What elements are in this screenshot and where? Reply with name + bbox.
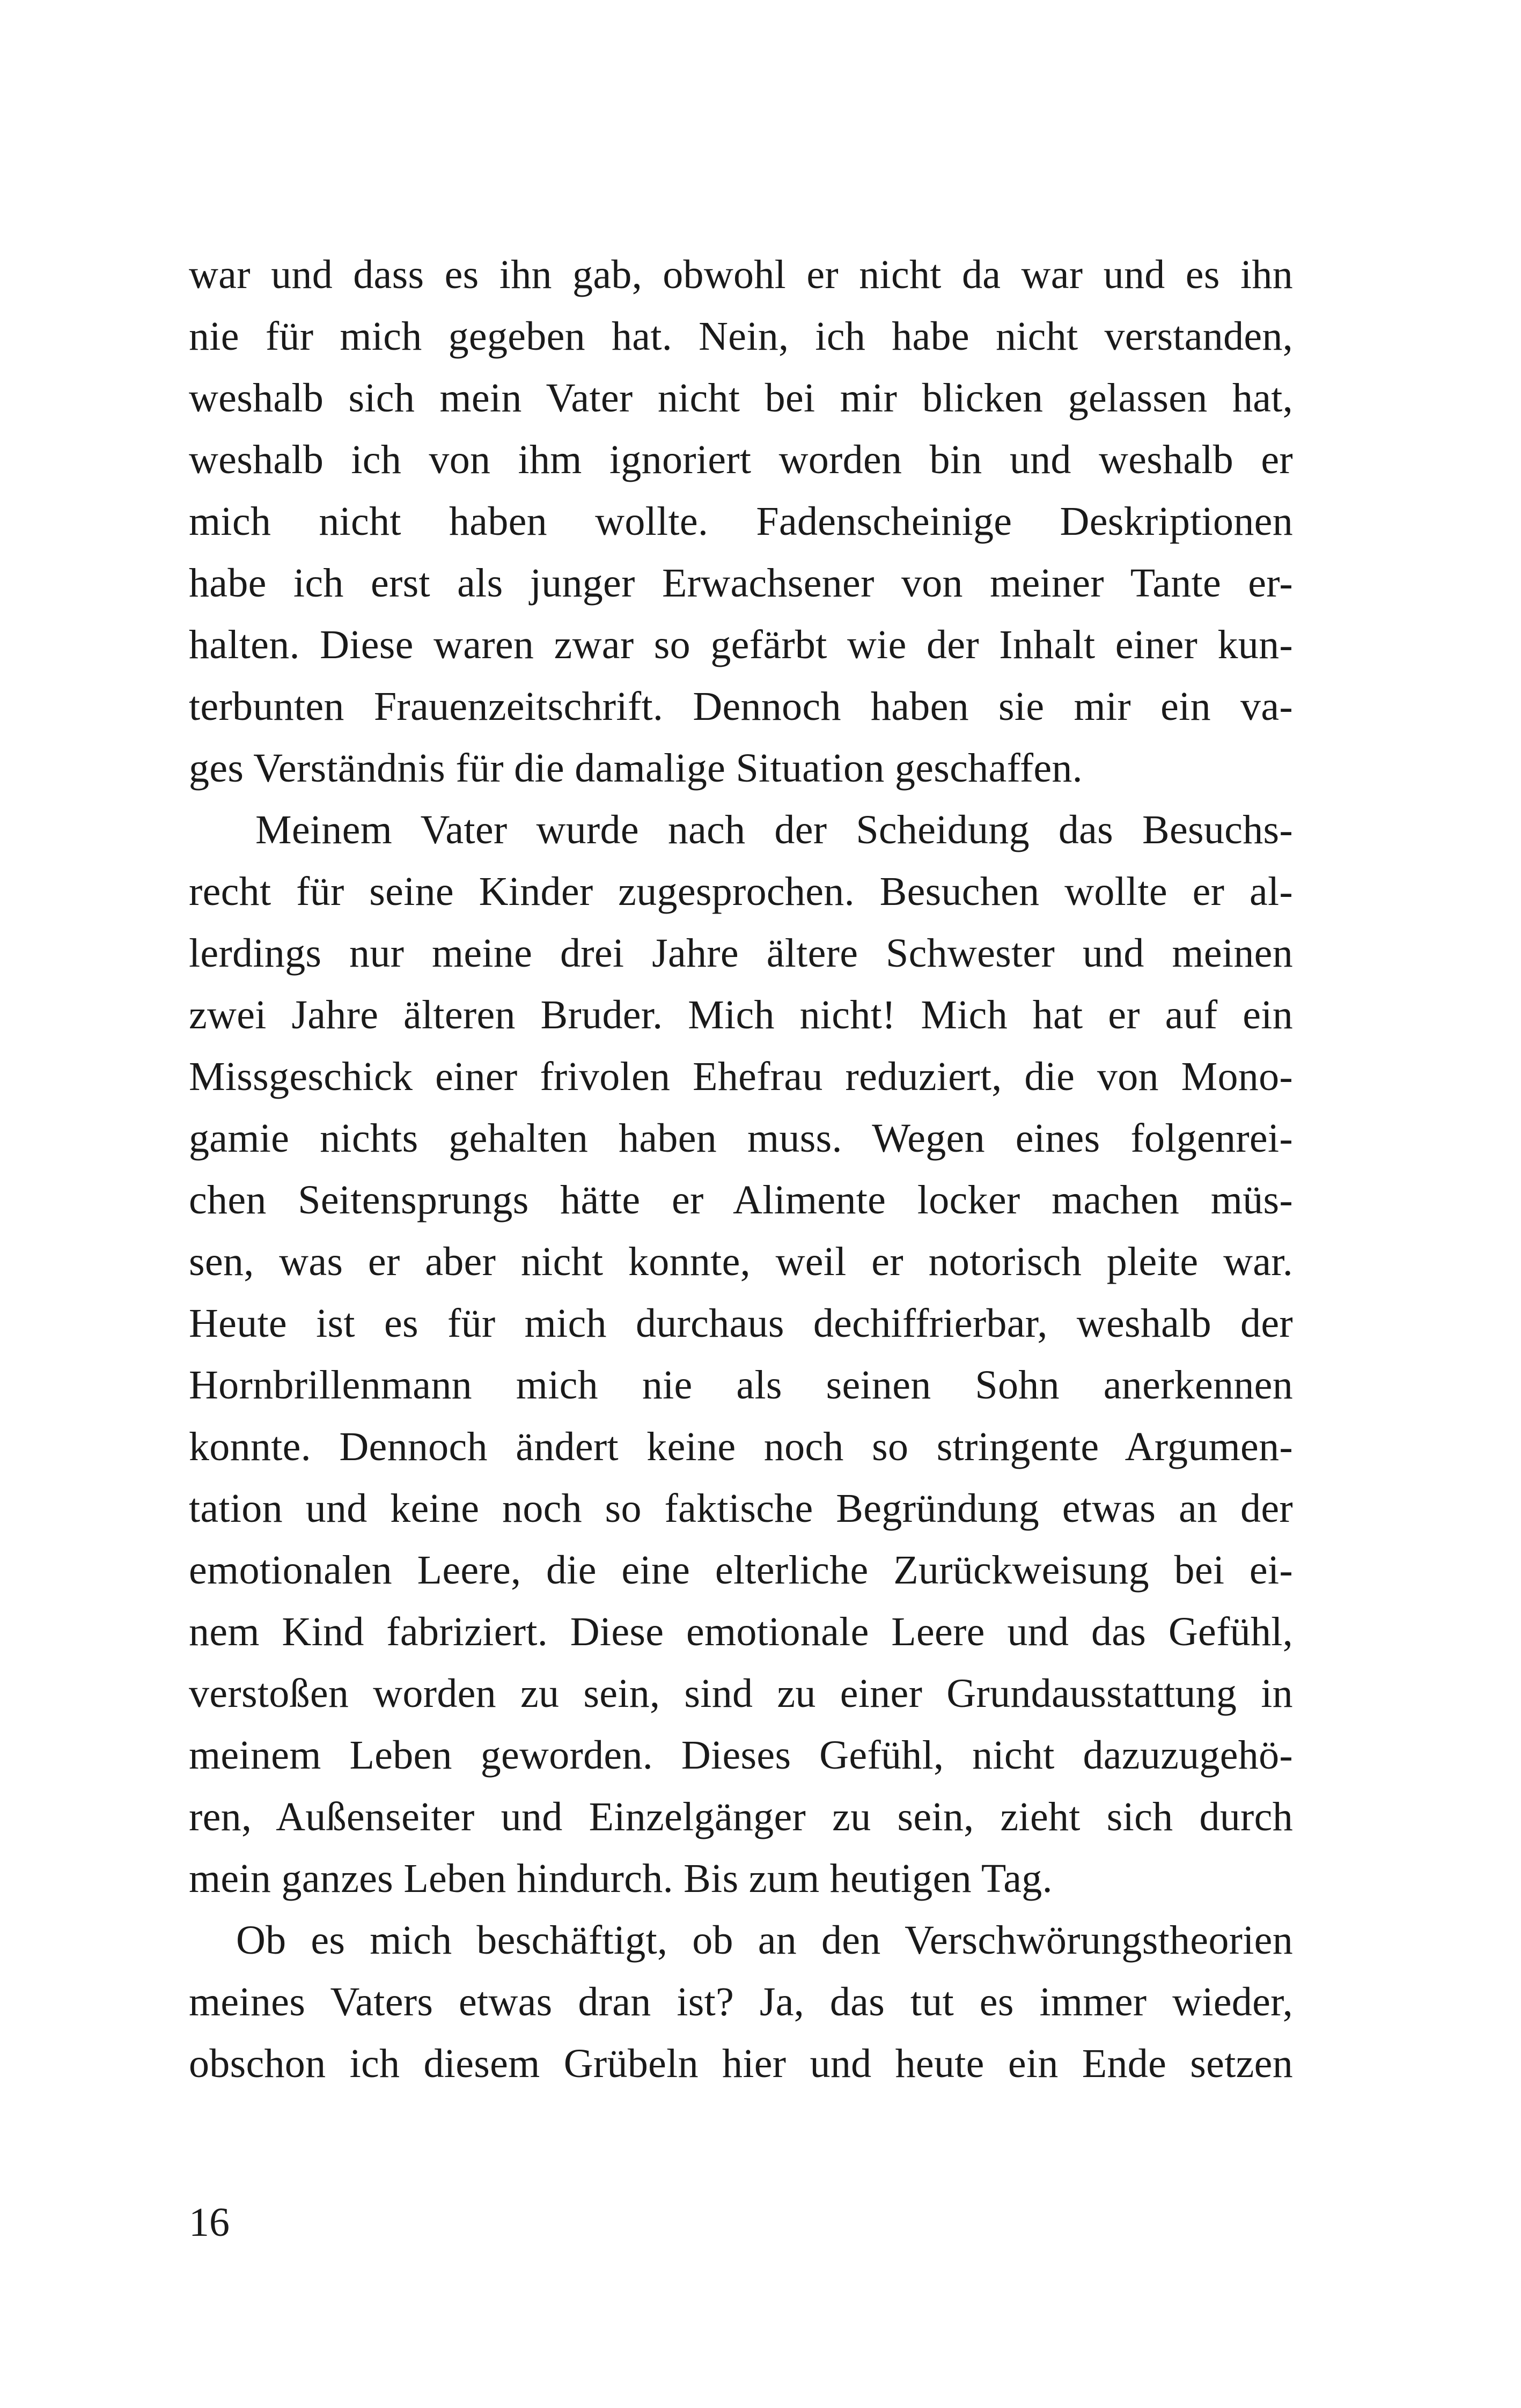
text-line: terbunten Frauenzeitschrift. Dennoch haben sie mir ein va- <box>189 684 1293 729</box>
text-line: meinem Leben geworden. Dieses Gefühl, nicht dazuzugehö- <box>189 1733 1293 1778</box>
text-line: nem Kind fabriziert. Diese emotionale Leere und das Gefühl, <box>189 1609 1293 1654</box>
text-line: Missgeschick einer frivolen Ehefrau reduziert, die von Mono- <box>189 1054 1293 1099</box>
paragraph-first-line: Meinem Vater wurde nach der Scheidung das Besuchs- <box>255 807 1293 852</box>
text-line: verstoßen worden zu sein, sind zu einer Grundausstattung in <box>189 1671 1293 1716</box>
text-line: weshalb sich mein Vater nicht bei mir blicken gelassen hat, <box>189 375 1293 421</box>
text-line: nie für mich gegeben hat. Nein, ich habe nicht verstanden, <box>189 314 1293 359</box>
text-line: chen Seitensprungs hätte er Alimente locker machen müs- <box>189 1177 1293 1223</box>
text-line: war und dass es ihn gab, obwohl er nicht da war und es ihn <box>189 252 1293 297</box>
text-line: zwei Jahre älteren Bruder. Mich nicht! Mich hat er auf ein <box>189 992 1293 1037</box>
text-line: obschon ich diesem Grübeln hier und heute ein Ende setzen <box>189 2041 1293 2086</box>
text-line: mich nicht haben wollte. Fadenscheinige Deskriptionen <box>189 499 1293 544</box>
text-line: halten. Diese waren zwar so gefärbt wie der Inhalt einer kun- <box>189 622 1293 667</box>
text-line: ren, Außenseiter und Einzelgänger zu sein, zieht sich durch <box>189 1794 1293 1839</box>
text-line: weshalb ich von ihm ignoriert worden bin und weshalb er <box>189 437 1293 482</box>
text-line: konnte. Dennoch ändert keine noch so stringente Argumen- <box>189 1424 1293 1469</box>
text-line: lerdings nur meine drei Jahre ältere Schwester und meinen <box>189 931 1293 976</box>
text-line: gamie nichts gehalten haben muss. Wegen eines folgenrei- <box>189 1116 1293 1161</box>
text-line: habe ich erst als junger Erwachsener von meiner Tante er- <box>189 561 1293 606</box>
text-line: meines Vaters etwas dran ist? Ja, das tut es immer wieder, <box>189 1979 1293 2024</box>
text-line: mein ganzes Leben hindurch. Bis zum heutigen Tag. <box>189 1856 1053 1901</box>
text-line: Hornbrillenmann mich nie als seinen Sohn anerkennen <box>189 1363 1293 1408</box>
paragraph-first-line: Ob es mich beschäftigt, ob an den Verschwörungstheorien <box>236 1918 1293 1963</box>
body-text <box>189 244 1293 2095</box>
text-line: recht für seine Kinder zugesprochen. Besuchen wollte er al- <box>189 869 1293 914</box>
text-line: sen, was er aber nicht konnte, weil er notorisch pleite war. <box>189 1239 1293 1284</box>
text-line: ges Verständnis für die damalige Situation geschaffen. <box>189 746 1083 791</box>
text-line: tation und keine noch so faktische Begründung etwas an der <box>189 1486 1293 1531</box>
page-number: 16 <box>189 2200 230 2245</box>
text-line: emotionalen Leere, die eine elterliche Zurückweisung bei ei- <box>189 1548 1293 1593</box>
text-line: Heute ist es für mich durchaus dechiffrierbar, weshalb der <box>189 1301 1293 1346</box>
